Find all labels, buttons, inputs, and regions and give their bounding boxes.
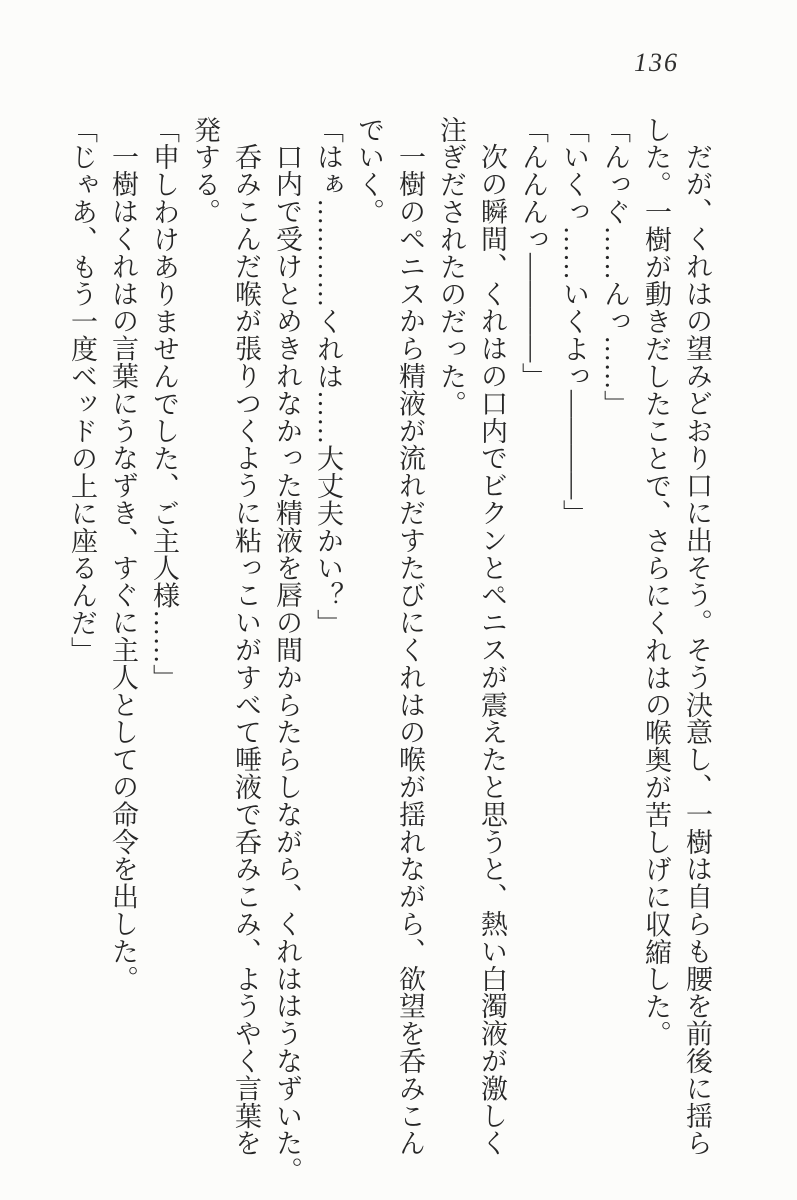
text-line: でいく。 [354, 116, 384, 226]
text-line-dialogue: 「はぁ…………くれは……大丈夫かい？」 [313, 116, 343, 637]
text-line: 注ぎだされたのだった。 [436, 116, 466, 418]
text-line: 一樹のペニスから精液が流れだすたびにくれはの喉が揺れながら、欲望を呑みこん [395, 143, 425, 1157]
page-number: 136 [634, 48, 679, 77]
text-line: 呑みこんだ喉が張りつくように粘っこいがすべて唾液で呑みこみ、ようやく言葉を [231, 143, 261, 1157]
text-line: 一樹はくれはの言葉にうなずき、すぐに主人としての命令を出した。 [108, 143, 138, 993]
text-line: した。一樹が動きだしたことで、さらにくれはの喉奥が苦しげに収縮した。 [641, 116, 671, 1048]
text-line: 次の瞬間、くれはの口内でビクンとペニスが震えたと思うと、熱い白濁液が激しく [477, 143, 507, 1157]
text-line-dialogue: 「いくっ……いくよっ――――」 [559, 116, 589, 527]
text-line-dialogue: 「じゃあ、もう一度ベッドの上に座るんだ」 [67, 116, 97, 664]
text-line: 発する。 [190, 116, 220, 226]
text-line-dialogue: 「んっぐ……んっ……」 [600, 116, 630, 418]
text-line-dialogue: 「申しわけありませんでした、ご主人様……」 [149, 116, 179, 692]
text-line-dialogue: 「んんんっ――――」 [518, 116, 548, 390]
text-body [61, 116, 717, 1185]
text-line: 口内で受けとめきれなかった精液を唇の間からたらしながら、くれははうなずいた。 [272, 143, 302, 1185]
text-line: だが、くれはの望みどおり口に出そう。そう決意し、一樹は自らも腰を前後に揺ら [682, 143, 712, 1157]
